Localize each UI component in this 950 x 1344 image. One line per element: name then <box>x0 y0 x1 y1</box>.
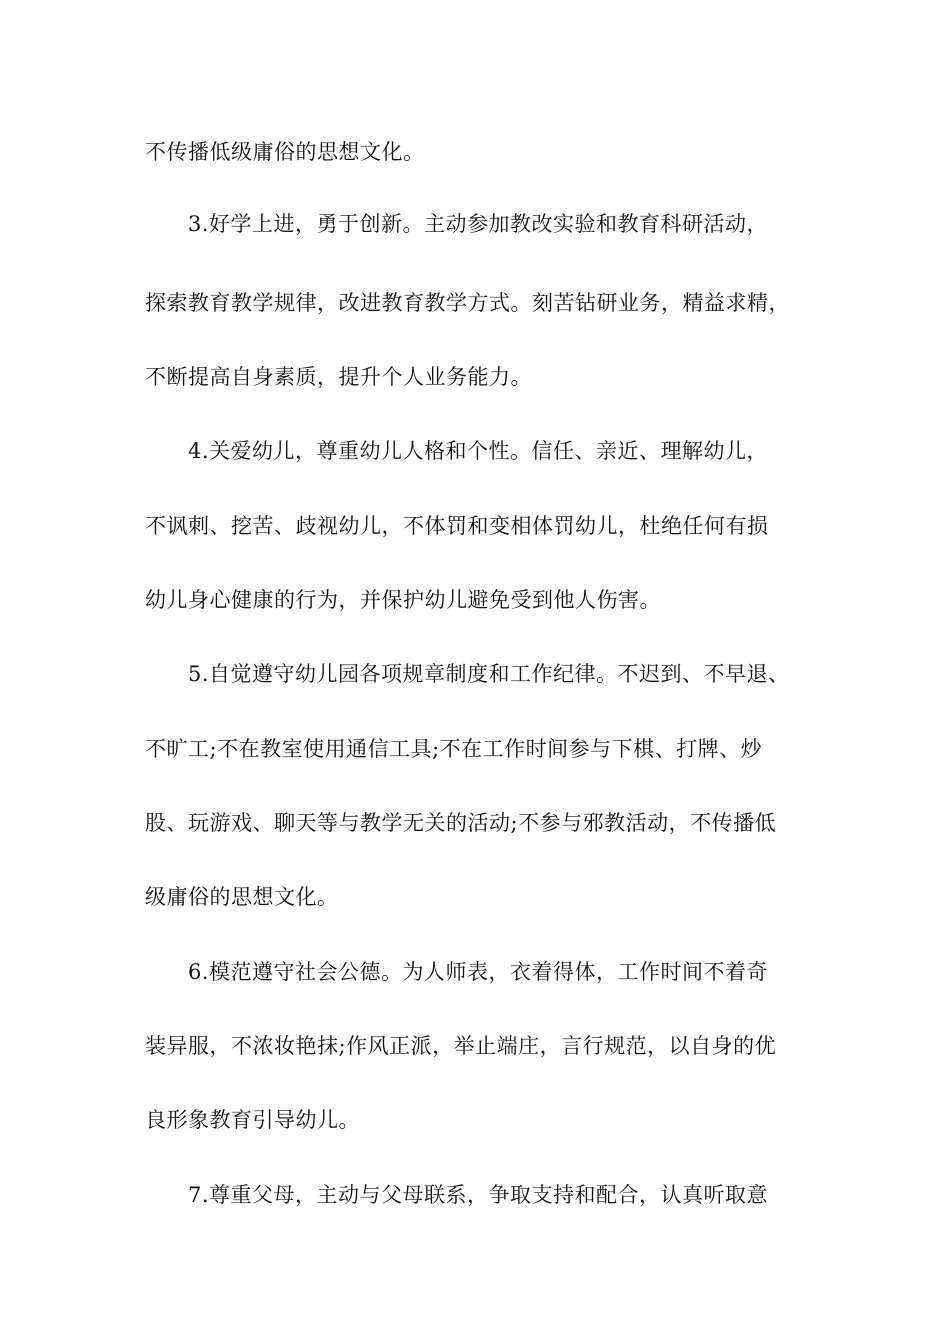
text-line: 不断提高自身素质，提升个人业务能力。 <box>145 365 532 389</box>
text-line: 探索教育教学规律，改进教育教学方式。刻苦钻研业务，精益求精， <box>145 291 790 315</box>
paragraph-item-7: 7.尊重父母，主动与父母联系，争取支持和配合，认真听取意 <box>188 1183 769 1207</box>
text-line: 不传播低级庸俗的思想文化。 <box>145 140 425 164</box>
text-line: 幼儿身心健康的行为，并保护幼儿避免受到他人伤害。 <box>145 588 661 612</box>
text-line: 良形象教育引导幼儿。 <box>145 1108 360 1132</box>
text-line: 不讽刺、挖苦、歧视幼儿，不体罚和变相体罚幼儿，杜绝任何有损 <box>145 514 769 538</box>
paragraph-item-5: 5.自觉遵守幼儿园各项规章制度和工作纪律。不迟到、不早退、 <box>188 662 790 686</box>
paragraph-item-6: 6.模范遵守社会公德。为人师表，衣着得体，工作时间不着奇 <box>188 960 769 984</box>
paragraph-item-3: 3.好学上进，勇于创新。主动参加教改实验和教育科研活动， <box>188 212 769 236</box>
paragraph-item-4: 4.关爱幼儿，尊重幼儿人格和个性。信任、亲近、理解幼儿， <box>188 439 769 463</box>
text-line: 不旷工;不在教室使用通信工具;不在工作时间参与下棋、打牌、炒 <box>145 737 763 761</box>
text-line: 级庸俗的思想文化。 <box>145 885 339 909</box>
text-line: 装异服，不浓妆艳抹;作风正派，举止端庄，言行规范，以自身的优 <box>145 1034 777 1058</box>
text-line: 股、玩游戏、聊天等与教学无关的活动;不参与邪教活动，不传播低 <box>145 811 777 835</box>
